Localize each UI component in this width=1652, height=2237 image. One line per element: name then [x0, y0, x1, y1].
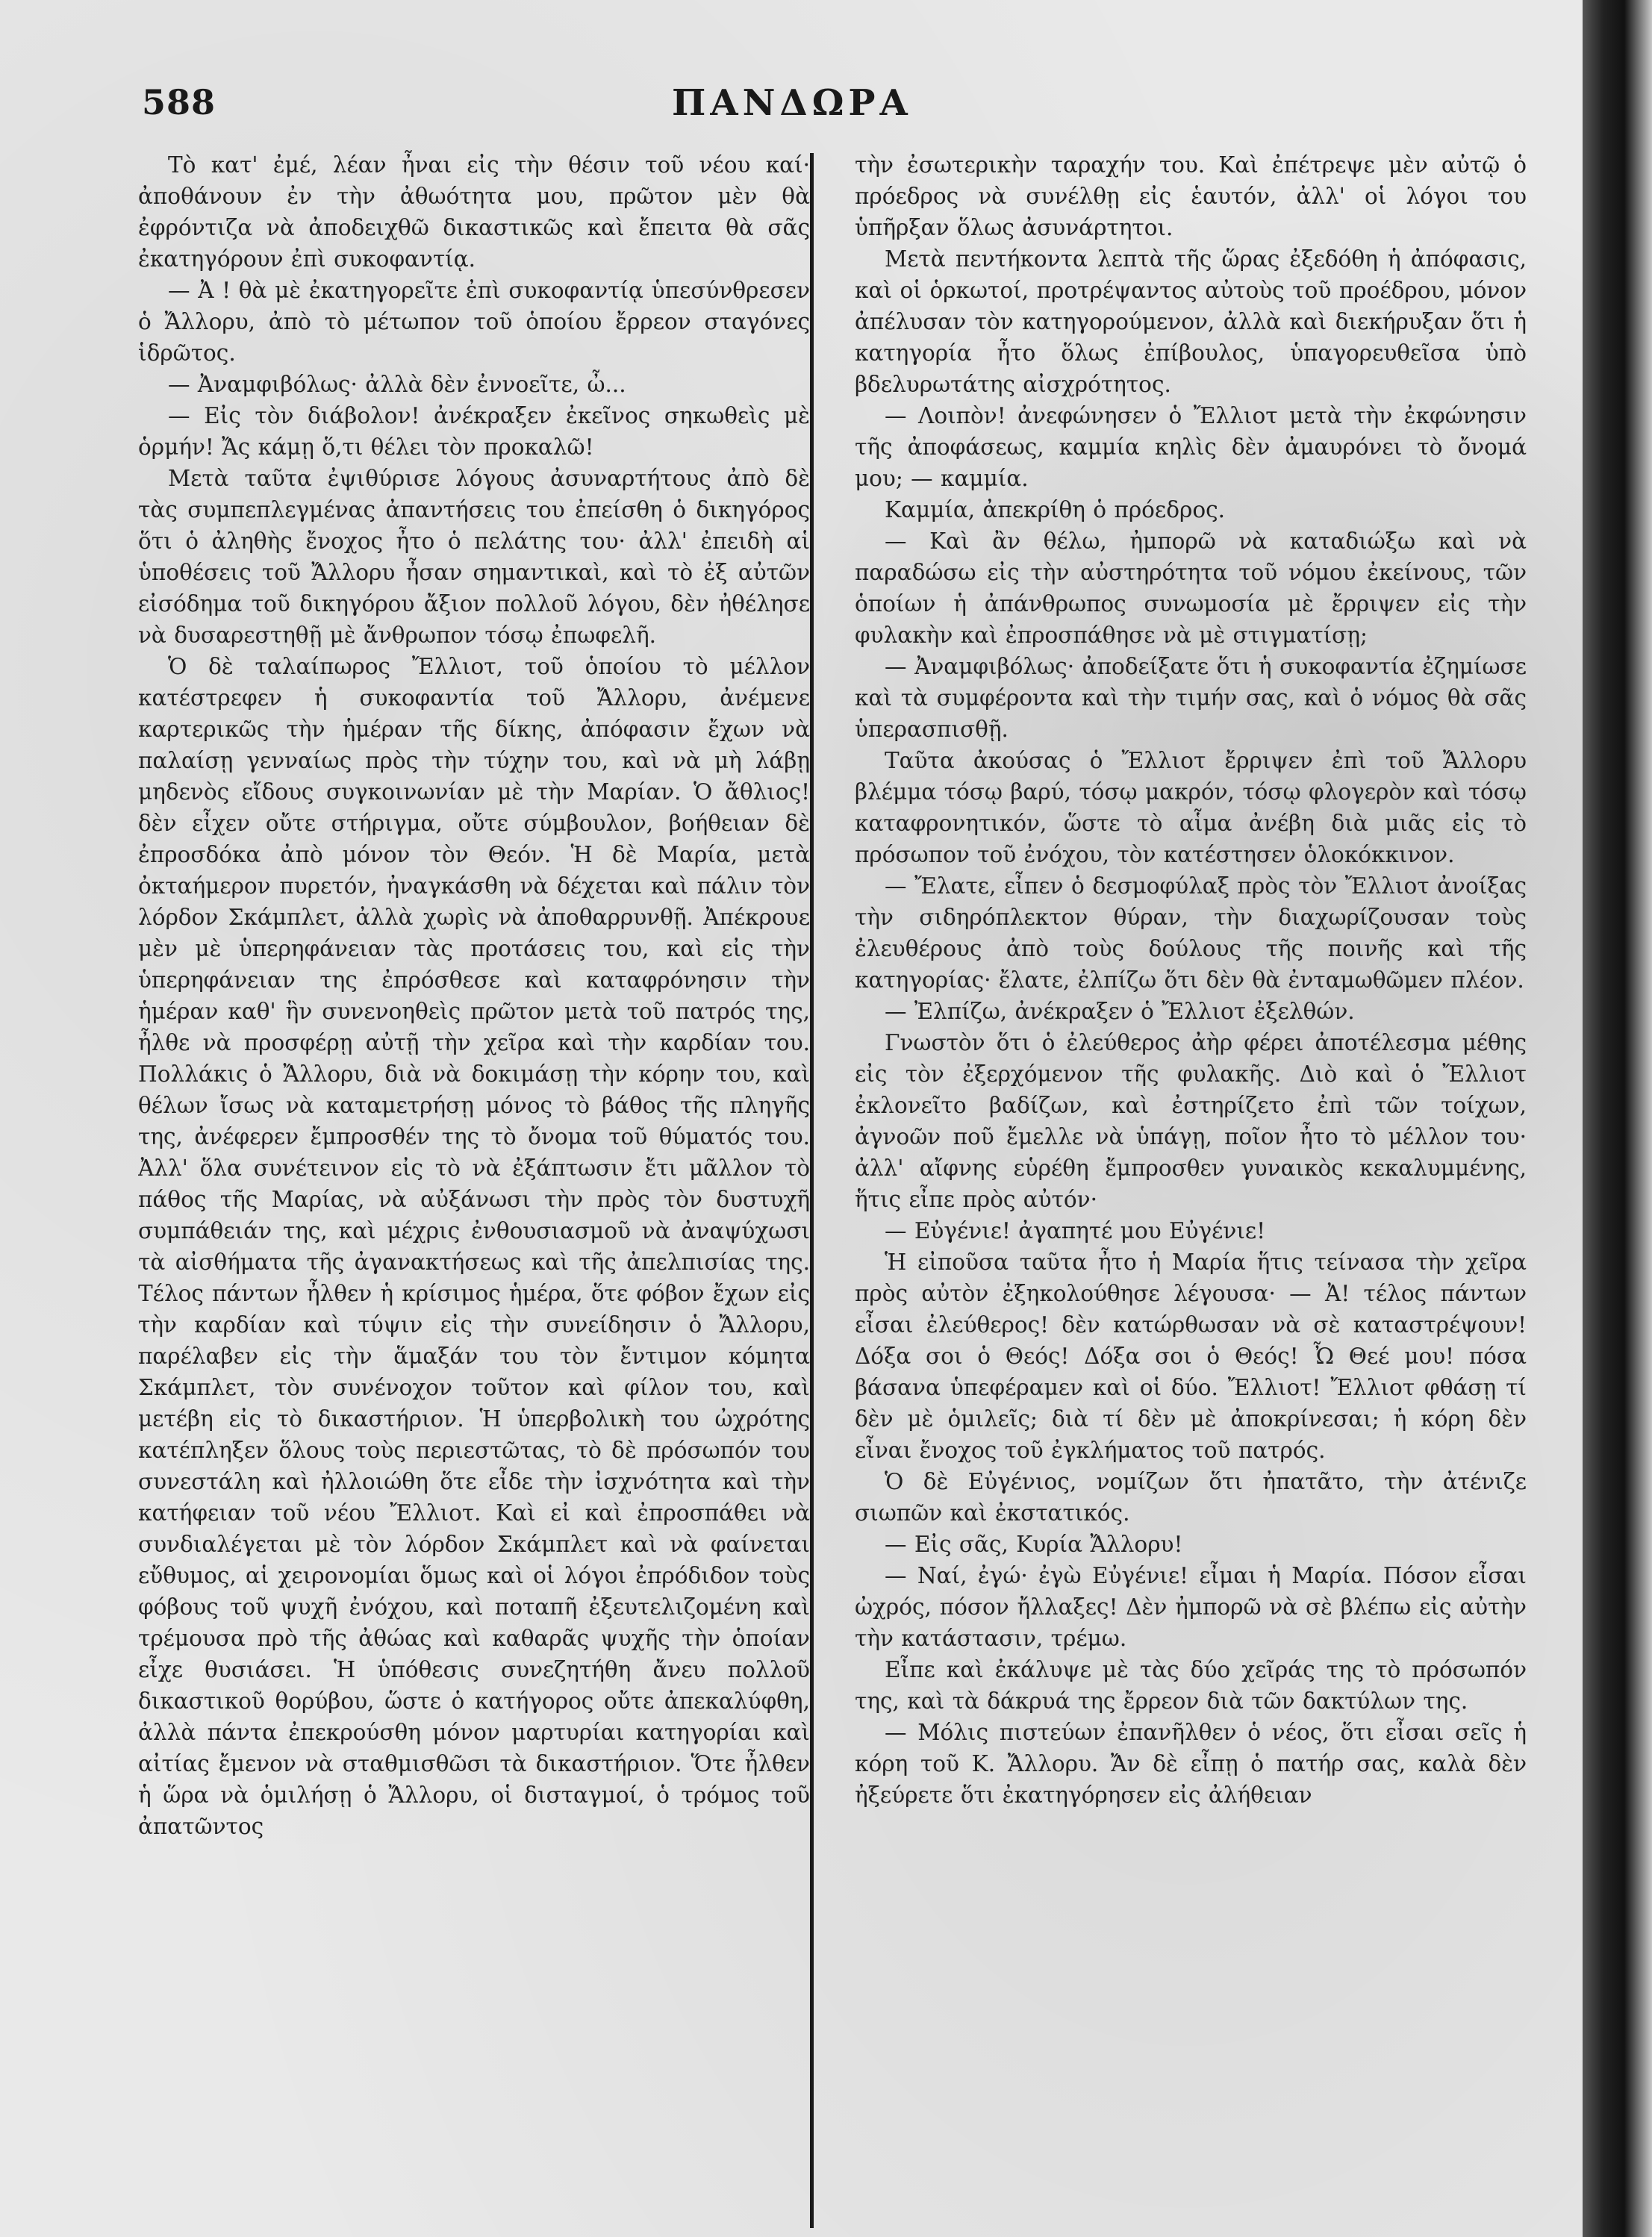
left-column [138, 149, 810, 2209]
paragraph: — Καὶ ἂν θέλω, ἠμπορῶ νὰ καταδιώξω καὶ νὰ παραδώσω εἰς τὴν αὐστηρότητα τοῦ νόμου ἐκείνους, τῶν ὁποίων ἡ ἀπάνθρωπος συνωμοσία μὲ ἔρριψεν εἰς τὴν φυλακὴν καὶ ἐπροσπάθησε νὰ μὲ στιγματίσῃ; [855, 528, 1527, 648]
column-divider [810, 153, 814, 2228]
page-number: 588 [142, 82, 216, 122]
right-column [855, 149, 1527, 2209]
paragraph: — Ἀ ! θὰ μὲ ἐκατηγορεῖτε ἐπὶ συκοφαντίᾳ ὑπεσύνθρεσεν ὁ Ἄλλορυ, ἀπὸ τὸ μέτωπον τοῦ ὁποίου ἔρρεον σταγόνες ἱδρῶτος. [138, 278, 810, 366]
paragraph: Ὁ δὲ Εὐγένιος, νομίζων ὅτι ἠπατᾶτο, τὴν ἀτένιζε σιωπῶν καὶ ἐκστατικός. [855, 1469, 1527, 1526]
paragraph: Ταῦτα ἀκούσας ὁ Ἔλλιοτ ἔρριψεν ἐπὶ τοῦ Ἄλλορυ βλέμμα τόσῳ βαρύ, τόσῳ μακρόν, τόσῳ φλογερὸν καὶ τόσῳ καταφρονητικόν, ὥστε τὸ αἷμα ἀνέβη διὰ μιᾶς εἰς τὸ πρόσωπον τοῦ ἐνόχου, τὸν κατέστησεν ὁλοκόκκινον. [855, 748, 1527, 867]
paragraph: Γνωστὸν ὅτι ὁ ἐλεύθερος ἀὴρ φέρει ἀποτέλεσμα μέθης εἰς τὸν ἐξερχόμενον τῆς φυλακῆς. Διὸ καὶ ὁ Ἔλλιοτ ἐκλονεῖτο βαδίζων, καὶ ἐστηρίζετο ἐπὶ τῶν τοίχων, ἀγνοῶν ποῦ ἔμελλε νὰ ὑπάγῃ, ποῖον ἦτο τὸ μέλλον του· ἀλλ' αἴφνης εὑρέθη ἔμπροσθεν γυναικὸς κεκαλυμμένης, ἥτις εἶπε πρὸς αὐτόν· [855, 1030, 1527, 1212]
text-columns [138, 149, 1527, 2209]
paragraph: — Ἀναμφιβόλως· ἀλλὰ δὲν ἐννοεῖτε, ὦ... [168, 372, 626, 397]
paragraph: Μετὰ πεντήκοντα λεπτὰ τῆς ὥρας ἐξεδόθη ἡ ἀπόφασις, καὶ οἱ ὁρκωτοί, προτρέψαντος αὐτοὺς τοῦ προέδρου, μόνον ἀπέλυσαν τὸν κατηγορούμενον, ἀλλὰ καὶ διεκήρυξαν ὅτι ἡ κατηγορία ἦτο ὅλως ἐπίβουλος, ὑπαγορευθεῖσα ὑπὸ βδελυρωτάτης αἰσχρότητος. [855, 246, 1527, 397]
paragraph: — Λοιπὸν! ἀνεφώνησεν ὁ Ἔλλιοτ μετὰ τὴν ἐκφώνησιν τῆς ἀποφάσεως, καμμία κηλὶς δὲν ἀμαυρόνει τὸ ὄνομά μου; — καμμία. [855, 403, 1527, 491]
paragraph: Τὸ κατ' ἐμέ, λέαν ἦναι εἰς τὴν θέσιν τοῦ νέου καί· ἀποθάνουν ἐν τὴν ἀθωότητα μου, πρῶτον μὲν θὰ ἐφρόντιζα νὰ ἀποδειχθῶ δικαστικῶς καὶ ἔπειτα θὰ σᾶς ἐκατηγόρουν ἐπὶ συκοφαντίᾳ. [138, 152, 810, 272]
paragraph: — Εὐγένιε! ἀγαπητέ μου Εὐγένιε! [885, 1218, 1266, 1244]
paragraph: Καμμία, ἀπεκρίθη ὁ πρόεδρος. [885, 497, 1225, 522]
running-title: ΠΑΝΔΩΡΑ [672, 82, 912, 124]
paragraph: Μετὰ ταῦτα ἐψιθύρισε λόγους ἀσυναρτήτους ἀπὸ δὲ τὰς συμπεπλεγμένας ἀπαντήσεις του ἐπείσθη ὁ δικηγόρος ὅτι ὁ ἀληθὴς ἔνοχος ἦτο ὁ πελάτης του· ἀλλ' ἐπειδὴ αἱ ὑποθέσεις τοῦ Ἄλλορυ ἦσαν σημαντικαὶ, καὶ τὸ ἐξ αὐτῶν εἰσόδημα τοῦ δικηγόρου ἄξιον πολλοῦ λόγου, δὲν ἠθέλησε νὰ δυσαρεστηθῇ μὲ ἄνθρωπον τόσῳ ἐπωφελῆ. [138, 466, 810, 648]
paragraph: Ἡ εἰποῦσα ταῦτα ἦτο ἡ Μαρία ἥτις τείνασα τὴν χεῖρα πρὸς αὐτὸν ἐξηκολούθησε λέγουσα· — Ἀ! τέλος πάντων εἶσαι ἐλεύθερος! δὲν κατώρθωσαν νὰ σὲ καταστρέψουν! Δόξα σοι ὁ Θεός! Δόξα σοι ὁ Θεός! Ὦ Θεέ μου! πόσα βάσανα ὑπεφέραμεν καὶ οἱ δύο. Ἔλλιοτ! Ἔλλιοτ φθάσῃ τί δὲν μὲ ὁμιλεῖς; διὰ τί δὲν μὲ ἀποκρίνεσαι; ἡ κόρη δὲν εἶναι ἔνοχος τοῦ ἐγκλήματος τοῦ πατρός. [855, 1249, 1527, 1463]
paragraph: — Ἔλατε, εἶπεν ὁ δεσμοφύλαξ πρὸς τὸν Ἔλλιοτ ἀνοίξας τὴν σιδηρόπλεκτον θύραν, τὴν διαχωρίζουσαν τοὺς ἐλευθέρους ἀπὸ τοὺς δούλους τῆς ποινῆς καὶ τῆς κατηγορίας· ἔλατε, ἐλπίζω ὅτι δὲν θὰ ἐνταμωθῶμεν πλέον. [855, 873, 1527, 993]
paragraph: — Ἀναμφιβόλως· ἀποδείξατε ὅτι ἡ συκοφαντία ἐζημίωσε καὶ τὰ συμφέροντα καὶ τὴν τιμήν σας, καὶ ὁ νόμος θὰ σᾶς ὑπερασπισθῇ. [855, 654, 1527, 742]
paragraph: — Εἰς σᾶς, Κυρία Ἄλλορυ! [885, 1532, 1183, 1557]
paragraph: — Ναί, ἐγώ· ἐγὼ Εὐγένιε! εἶμαι ἡ Μαρία. Πόσον εἶσαι ὠχρός, πόσον ἤλλαξες! Δὲν ἠμπορῶ νὰ σὲ βλέπω εἰς αὐτὴν τὴν κατάστασιν, τρέμω. [855, 1563, 1527, 1651]
page-header [134, 82, 1523, 134]
book-gutter-shadow [1583, 0, 1652, 2237]
paragraph: τὴν ἐσωτερικὴν ταραχήν του. Καὶ ἐπέτρεψε μὲν αὐτῷ ὁ πρόεδρος νὰ συνέλθῃ εἰς ἑαυτόν, ἀλλ' οἱ λόγοι του ὑπῆρξαν ὅλως ἀσυνάρτητοι. [855, 152, 1527, 240]
paragraph: — Ἐλπίζω, ἀνέκραξεν ὁ Ἔλλιοτ ἐξελθών. [885, 999, 1355, 1024]
paragraph: Εἶπε καὶ ἐκάλυψε μὲ τὰς δύο χεῖράς της τὸ πρόσωπόν της, καὶ τὰ δάκρυά της ἔρρεον διὰ τῶν δακτύλων της. [855, 1657, 1527, 1714]
paragraph: Ὁ δὲ ταλαίπωρος Ἔλλιοτ, τοῦ ὁποίου τὸ μέλλον κατέστρεφεν ἡ συκοφαντία τοῦ Ἄλλορυ, ἀνέμενε καρτερικῶς τὴν ἡμέραν τῆς δίκης, ἀπόφασιν ἔχων νὰ παλαίσῃ γενναίως πρὸς τὴν τύχην του, καὶ νὰ μὴ λάβῃ μηδενὸς εἴδους συγκοινωνίαν μὲ τὴν Μαρίαν. Ὁ ἄθλιος! δὲν εἶχεν οὔτε στήριγμα, οὔτε σύμβουλον, βοήθειαν δὲ ἐπροσδόκα ἀπὸ μόνον τὸν Θεόν. Ἡ δὲ Μαρία, μετὰ ὀκταήμερον πυρετόν, ἠναγκάσθη νὰ δέχεται καὶ πάλιν τὸν λόρδον Σκάμπλετ, ἀλλὰ χωρὶς νὰ ἀποθαρρυνθῇ. Ἀπέκρουε μὲν μὲ ὑπερηφάνειαν τὰς προτάσεις του, καὶ εἰς τὴν ὑπερηφάνειαν της ἐπρόσθεσε καὶ καταφρόνησιν τὴν ἡμέραν καθ' ἣν συνενοηθεὶς πρῶτον μετὰ τοῦ πατρός της, ἦλθε νὰ προσφέρῃ αὐτῇ τὴν χεῖρα καὶ τὴν καρδίαν του. Πολλάκις ὁ Ἄλλορυ, διὰ νὰ δοκιμάσῃ τὴν κόρην του, καὶ θέλων ἴσως νὰ καταμετρήσῃ μόνος τὸ βάθος τῆς πληγῆς της, ἀνέφερεν ἔμπροσθέν της τὸ ὄνομα τοῦ θύματός του. Ἀλλ' ὅλα συνέτεινον εἰς τὸ νὰ ἐξάπτωσιν ἔτι μᾶλλον τὸ πάθος τῆς Μαρίας, νὰ αὐξάνωσι τὴν πρὸς τὸν δυστυχῆ συμπάθειάν της, καὶ μέχρις ἐνθουσιασμοῦ νὰ ἀναψύχωσι τὰ αἰσθήματα τῆς ἀγανακτήσεως καὶ τῆς ἀπελπισίας της. Τέλος πάντων ἦλθεν ἡ κρίσιμος ἡμέρα, ὅτε φόβον ἔχων εἰς τὴν καρδίαν καὶ τύψιν εἰς τὴν συνείδησιν ὁ Ἄλλορυ, παρέλαβεν εἰς τὴν ἅμαξάν του τὸν ἔντιμον κόμητα Σκάμπλετ, τὸν συνένοχον τοῦτον καὶ φίλον του, καὶ μετέβη εἰς τὸ δικαστήριον. Ἡ ὑπερβολικὴ του ὠχρότης κατέπληξεν ὅλους τοὺς περιεστῶτας, τὸ δὲ πρόσωπόν του συνεστάλη καὶ ἠλλοιώθη ὅτε εἶδε τὴν ἰσχνότητα καὶ τὴν κατήφειαν τοῦ νέου Ἔλλιοτ. Καὶ εἰ καὶ ἐπροσπάθει νὰ συνδιαλέγεται μὲ τὸν λόρδον Σκάμπλετ καὶ νὰ φαίνεται εὔθυμος, αἱ χειρονομίαι ὅμως καὶ οἱ λόγοι ἐπρόδιδον τοὺς φόβους τοῦ ψυχῆ ἐνόχου, καὶ ποταπῆ ἐξευτελιζομένη καὶ τρέμουσα πρὸ τῆς ἀθώας καὶ καθαρᾶς ψυχῆς τὴν ὁποίαν εἶχε θυσιάσει. Ἡ ὑπόθεσις συνεζητήθη ἄνευ πολλοῦ δικαστικοῦ θορύβου, ὥστε ὁ κατήγορος οὔτε ἀπεκαλύφθη, ἀλλὰ πάντα ἐπεκρούσθη μόνον μαρτυρίαι κατηγορίαι καὶ αἰτίας ἔμενον νὰ σταθμισθῶσι τὰ δικαστήριον. Ὅτε ἦλθεν ἡ ὥρα νὰ ὁμιλήσῃ ὁ Ἄλλορυ, οἱ δισταγμοί, ὁ τρόμος τοῦ ἀπατῶντος [138, 654, 810, 1839]
paragraph: — Μόλις πιστεύων ἐπανῆλθεν ὁ νέος, ὅτι εἶσαι σεῖς ἡ κόρη τοῦ Κ. Ἄλλορυ. Ἄν δὲ εἶπῃ ὁ πατήρ σας, καλὰ δὲν ἠξεύρετε ὅτι ἐκατηγόρησεν εἰς ἀλήθειαν [855, 1720, 1527, 1808]
paragraph: — Εἰς τὸν διάβολον! ἀνέκραξεν ἐκεῖνος σηκωθεὶς μὲ ὁρμήν! Ἄς κάμῃ ὅ,τι θέλει τὸν προκαλῶ! [138, 403, 810, 460]
